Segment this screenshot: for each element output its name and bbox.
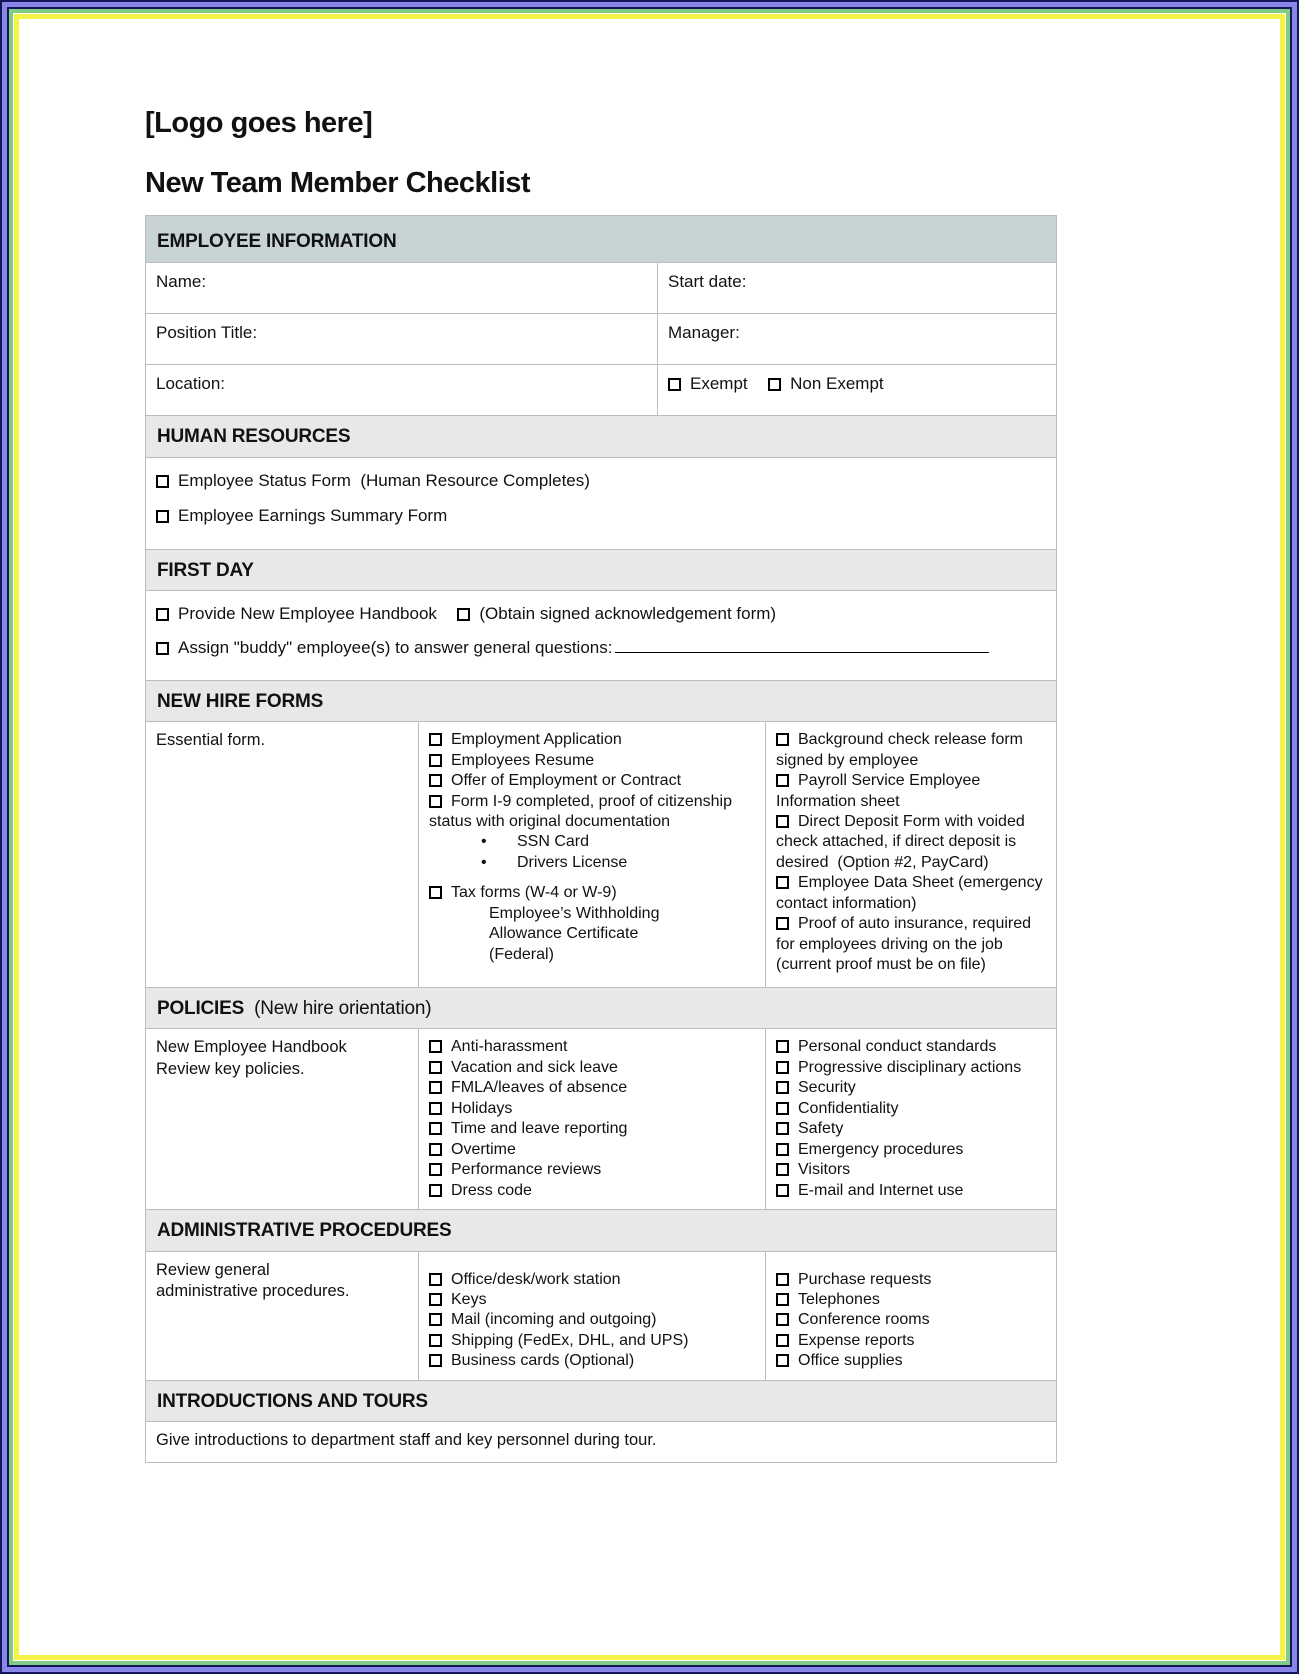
- checklist-item: [429, 1140, 755, 1160]
- checklist-item-label: Personal conduct standards: [798, 1038, 997, 1056]
- checkbox[interactable]: [429, 1143, 442, 1156]
- page-title: New Team Member Checklist: [145, 167, 531, 199]
- admin-left-cell: [146, 1252, 419, 1380]
- checkbox[interactable]: [156, 608, 169, 621]
- checkbox[interactable]: [429, 1122, 442, 1135]
- policies-left-cell: [146, 1029, 419, 1209]
- checklist-item-label: Visitors: [798, 1161, 851, 1179]
- policies-row: [146, 1029, 1056, 1210]
- non-exempt-option: [768, 376, 884, 393]
- manager-label: Manager:: [668, 323, 740, 343]
- checkbox[interactable]: [429, 754, 442, 767]
- checkbox[interactable]: [429, 774, 442, 787]
- checklist-item: [429, 1331, 755, 1351]
- section-title: FIRST DAY: [157, 559, 254, 581]
- admin-right-cell: [766, 1252, 1056, 1380]
- name-field-cell[interactable]: [146, 263, 658, 313]
- tax-sub-line: Allowance Certificate: [489, 925, 639, 943]
- checklist-item: [776, 1078, 1046, 1098]
- checklist-item: [429, 792, 755, 833]
- section-header-first-day: [146, 550, 1056, 591]
- tax-sub-line: Employee’s Withholding: [489, 904, 660, 922]
- checkbox[interactable]: [776, 1184, 789, 1197]
- new-hire-forms-middle-cell: [419, 722, 766, 987]
- checklist-item: [776, 1310, 1046, 1330]
- section-header-policies: [146, 988, 1056, 1029]
- checkbox[interactable]: [156, 642, 169, 655]
- name-label: Name:: [156, 272, 207, 292]
- human-resources-cell: [146, 458, 1056, 549]
- section-header-new-hire-forms: [146, 681, 1056, 722]
- checklist-item: [776, 730, 1046, 771]
- left-note: Essential form.: [156, 731, 266, 750]
- first-day-cell: [146, 591, 1056, 680]
- checklist-item-label: Dress code: [451, 1181, 532, 1199]
- section-header-administrative-procedures: [146, 1210, 1056, 1251]
- checklist-item: [776, 1181, 1046, 1201]
- fill-in-line[interactable]: [615, 641, 989, 653]
- checklist-item-label: (Obtain signed acknowledgement form): [479, 603, 777, 623]
- checkbox[interactable]: [776, 1081, 789, 1094]
- checklist-item: [776, 1119, 1046, 1139]
- checklist-item-label: Holidays: [451, 1099, 513, 1117]
- checkbox[interactable]: [429, 795, 442, 808]
- policies-right-cell: [766, 1029, 1056, 1209]
- left-note: New Employee Handbook Review key policies.: [156, 1038, 352, 1078]
- checkbox[interactable]: [776, 1122, 789, 1135]
- checkbox[interactable]: [429, 1354, 442, 1367]
- checklist-item-label: Security: [798, 1079, 856, 1097]
- location-label: Location:: [156, 374, 225, 394]
- document-content: [19, 19, 1280, 1655]
- checklist-item-label: Anti-harassment: [451, 1038, 568, 1056]
- checklist-item: [776, 1058, 1046, 1078]
- start-date-field-cell[interactable]: [658, 263, 1056, 313]
- checklist-item-label: Employee Data Sheet (emergency contact information): [776, 874, 1048, 912]
- checklist-item: [776, 1290, 1046, 1310]
- admin-middle-cell: [419, 1252, 766, 1380]
- checkbox[interactable]: [776, 1102, 789, 1115]
- start-date-label: Start date:: [668, 272, 747, 292]
- checklist-item-label: FMLA/leaves of absence: [451, 1079, 628, 1097]
- checkbox[interactable]: [776, 733, 789, 746]
- checkbox[interactable]: [776, 1143, 789, 1156]
- exempt-checkbox[interactable]: [668, 378, 681, 391]
- checkbox[interactable]: [776, 1040, 789, 1053]
- checklist-item-label: Tax forms (W-4 or W-9): [451, 884, 617, 902]
- policies-middle-cell: [419, 1029, 766, 1209]
- exempt-status-cell: [658, 365, 1056, 415]
- checkbox[interactable]: [776, 1163, 789, 1176]
- checkbox[interactable]: [429, 733, 442, 746]
- checklist-item-label: Business cards (Optional): [451, 1352, 635, 1370]
- checklist-item: [429, 1037, 755, 1057]
- checklist-item-label: Provide New Employee Handbook: [178, 603, 437, 623]
- bullet-item: [429, 853, 755, 873]
- checklist-item-label: Employee Earnings Summary Form: [178, 506, 448, 526]
- checklist-item-label: Background check release form signed by employee: [776, 731, 1028, 769]
- checkbox[interactable]: [156, 510, 169, 523]
- position-title-label: Position Title:: [156, 323, 258, 343]
- checklist-item-label: Payroll Service Employee Information sheet: [776, 772, 985, 810]
- checklist-item-label: Performance reviews: [451, 1161, 602, 1179]
- checkbox[interactable]: [429, 1313, 442, 1326]
- checkbox[interactable]: [429, 1040, 442, 1053]
- checklist-item-label: Safety: [798, 1120, 844, 1138]
- checklist-item-label: Form I-9 completed, proof of citizenship status with original documentation: [429, 792, 737, 830]
- checklist-item-label: Telephones: [798, 1290, 880, 1308]
- human-resources-row: [146, 458, 1056, 550]
- checklist-item: [776, 914, 1046, 975]
- checklist-item-label: Offer of Employment or Contract: [451, 772, 682, 790]
- section-title: HUMAN RESOURCES: [157, 426, 351, 448]
- exempt-option: [668, 376, 748, 393]
- new-hire-forms-right-cell: [766, 722, 1056, 987]
- checklist-item: [429, 883, 755, 903]
- checklist-item: [156, 505, 1046, 527]
- checklist-item: [776, 812, 1046, 873]
- bullet-label: SSN Card: [517, 833, 590, 851]
- logo-placeholder: [Logo goes here]: [145, 107, 373, 139]
- checklist-item-label: Employees Resume: [451, 751, 595, 769]
- checklist-item: [429, 1078, 755, 1098]
- left-note: Review general administrative procedures.: [156, 1260, 350, 1300]
- checklist-item: [429, 1160, 755, 1180]
- location-field-cell[interactable]: [146, 365, 658, 415]
- checklist-item-label: Proof of auto insurance, required for employees driving on the job (current proof must be on file): [776, 915, 1036, 974]
- first-day-row: [146, 591, 1056, 681]
- checkbox[interactable]: [429, 1102, 442, 1115]
- checklist-item: [429, 1351, 755, 1371]
- section-title: INTRODUCTIONS AND TOURS: [157, 1390, 428, 1412]
- employee-info-row-2: [146, 314, 1056, 365]
- employee-info-row-1: [146, 263, 1056, 314]
- checklist-item: [776, 1099, 1046, 1119]
- checkbox[interactable]: [776, 1313, 789, 1326]
- checklist-item-label: Office/desk/work station: [451, 1270, 621, 1288]
- checkbox[interactable]: [429, 1163, 442, 1176]
- checklist-item-label: Shipping (FedEx, DHL, and UPS): [451, 1331, 689, 1349]
- section-header-employee-information: [146, 216, 1056, 263]
- employee-info-row-3: [146, 365, 1056, 416]
- checklist-item: [156, 637, 1046, 659]
- checklist-item-label: Employment Application: [451, 731, 622, 749]
- checklist-item-label: Vacation and sick leave: [451, 1058, 618, 1076]
- checklist-item-label: Assign "buddy" employee(s) to answer general questions:: [178, 638, 613, 658]
- checklist-item: [776, 1037, 1046, 1057]
- checklist-item-label: Time and leave reporting: [451, 1120, 628, 1138]
- position-title-field-cell[interactable]: [146, 314, 658, 364]
- section-title: EMPLOYEE INFORMATION: [157, 231, 397, 252]
- checkbox[interactable]: [776, 1354, 789, 1367]
- checklist-item-label: Office supplies: [798, 1352, 903, 1370]
- checkbox[interactable]: [429, 1061, 442, 1074]
- new-hire-forms-left-cell: [146, 722, 419, 987]
- checkbox[interactable]: [429, 886, 442, 899]
- checklist-item: [429, 1099, 755, 1119]
- checklist-item: [776, 771, 1046, 812]
- non-exempt-checkbox[interactable]: [768, 378, 781, 391]
- checklist-item: [429, 730, 755, 750]
- checklist-item: [429, 751, 755, 771]
- checkbox[interactable]: [776, 1061, 789, 1074]
- checklist-item-label: Direct Deposit Form with voided check attached, if direct deposit is desired (Option #2, PayCard): [776, 813, 1030, 871]
- checkbox[interactable]: [776, 917, 789, 930]
- checkbox[interactable]: [429, 1184, 442, 1197]
- checklist-item-label: Overtime: [451, 1140, 516, 1158]
- checklist-item: [776, 1351, 1046, 1371]
- manager-field-cell[interactable]: [658, 314, 1056, 364]
- checklist-item-label: Mail (incoming and outgoing): [451, 1311, 657, 1329]
- checklist-item: [429, 1310, 755, 1330]
- checklist-item-label: Emergency procedures: [798, 1140, 964, 1158]
- exempt-label: Exempt: [690, 374, 748, 394]
- checkbox[interactable]: [429, 1293, 442, 1306]
- section-title-suffix: (New hire orientation): [254, 998, 432, 1020]
- checklist-item: [429, 1058, 755, 1078]
- bullet-item: [429, 832, 755, 852]
- checkbox[interactable]: [776, 876, 789, 889]
- tax-sub-line: (Federal): [489, 945, 554, 963]
- checklist-item: [429, 1270, 755, 1290]
- checkbox[interactable]: [776, 1273, 789, 1286]
- checkbox[interactable]: [156, 475, 169, 488]
- checklist-item: [457, 603, 777, 623]
- checkbox[interactable]: [776, 774, 789, 787]
- bullet-icon: •: [481, 853, 487, 871]
- bullet-label: Drivers License: [517, 853, 628, 871]
- section-title: POLICIES: [157, 998, 245, 1020]
- administrative-procedures-row: [146, 1252, 1056, 1381]
- checklist-item: [776, 1140, 1046, 1160]
- checklist-item: [776, 873, 1046, 914]
- checklist-item: [156, 603, 1046, 625]
- checkbox[interactable]: [776, 1334, 789, 1347]
- checkbox[interactable]: [776, 1293, 789, 1306]
- introductions-cell: [146, 1422, 1056, 1461]
- checklist-item-label: Keys: [451, 1290, 487, 1308]
- checklist-item: [776, 1270, 1046, 1290]
- checklist-item: [776, 1160, 1046, 1180]
- checklist-item-label: Conference rooms: [798, 1311, 930, 1329]
- checkbox[interactable]: [429, 1273, 442, 1286]
- checklist-item: [429, 771, 755, 791]
- checklist-item: [429, 1290, 755, 1310]
- section-header-introductions-and-tours: [146, 1381, 1056, 1422]
- section-title: ADMINISTRATIVE PROCEDURES: [157, 1220, 452, 1242]
- checkbox[interactable]: [776, 815, 789, 828]
- introductions-text: Give introductions to department staff and key personnel during tour.: [156, 1431, 657, 1450]
- checklist-item-label: Purchase requests: [798, 1270, 932, 1288]
- bullet-icon: •: [481, 833, 487, 851]
- checklist-item-label: E-mail and Internet use: [798, 1181, 964, 1199]
- checklist-item: [156, 470, 1046, 492]
- section-title: NEW HIRE FORMS: [157, 690, 324, 712]
- non-exempt-label: Non Exempt: [790, 374, 884, 394]
- checkbox[interactable]: [457, 608, 470, 621]
- checklist-item: [776, 1331, 1046, 1351]
- checklist-item-label: Confidentiality: [798, 1099, 899, 1117]
- checkbox[interactable]: [429, 1334, 442, 1347]
- checklist-item: [429, 1181, 755, 1201]
- checklist-item-label: Expense reports: [798, 1331, 915, 1349]
- introductions-row: [146, 1422, 1056, 1461]
- checklist-item: [429, 1119, 755, 1139]
- section-header-human-resources: [146, 416, 1056, 457]
- checkbox[interactable]: [429, 1081, 442, 1094]
- checklist-table: [145, 215, 1057, 1463]
- checklist-item-label: Employee Status Form (Human Resource Completes): [178, 470, 590, 490]
- new-hire-forms-row: [146, 722, 1056, 988]
- checklist-item-label: Progressive disciplinary actions: [798, 1058, 1022, 1076]
